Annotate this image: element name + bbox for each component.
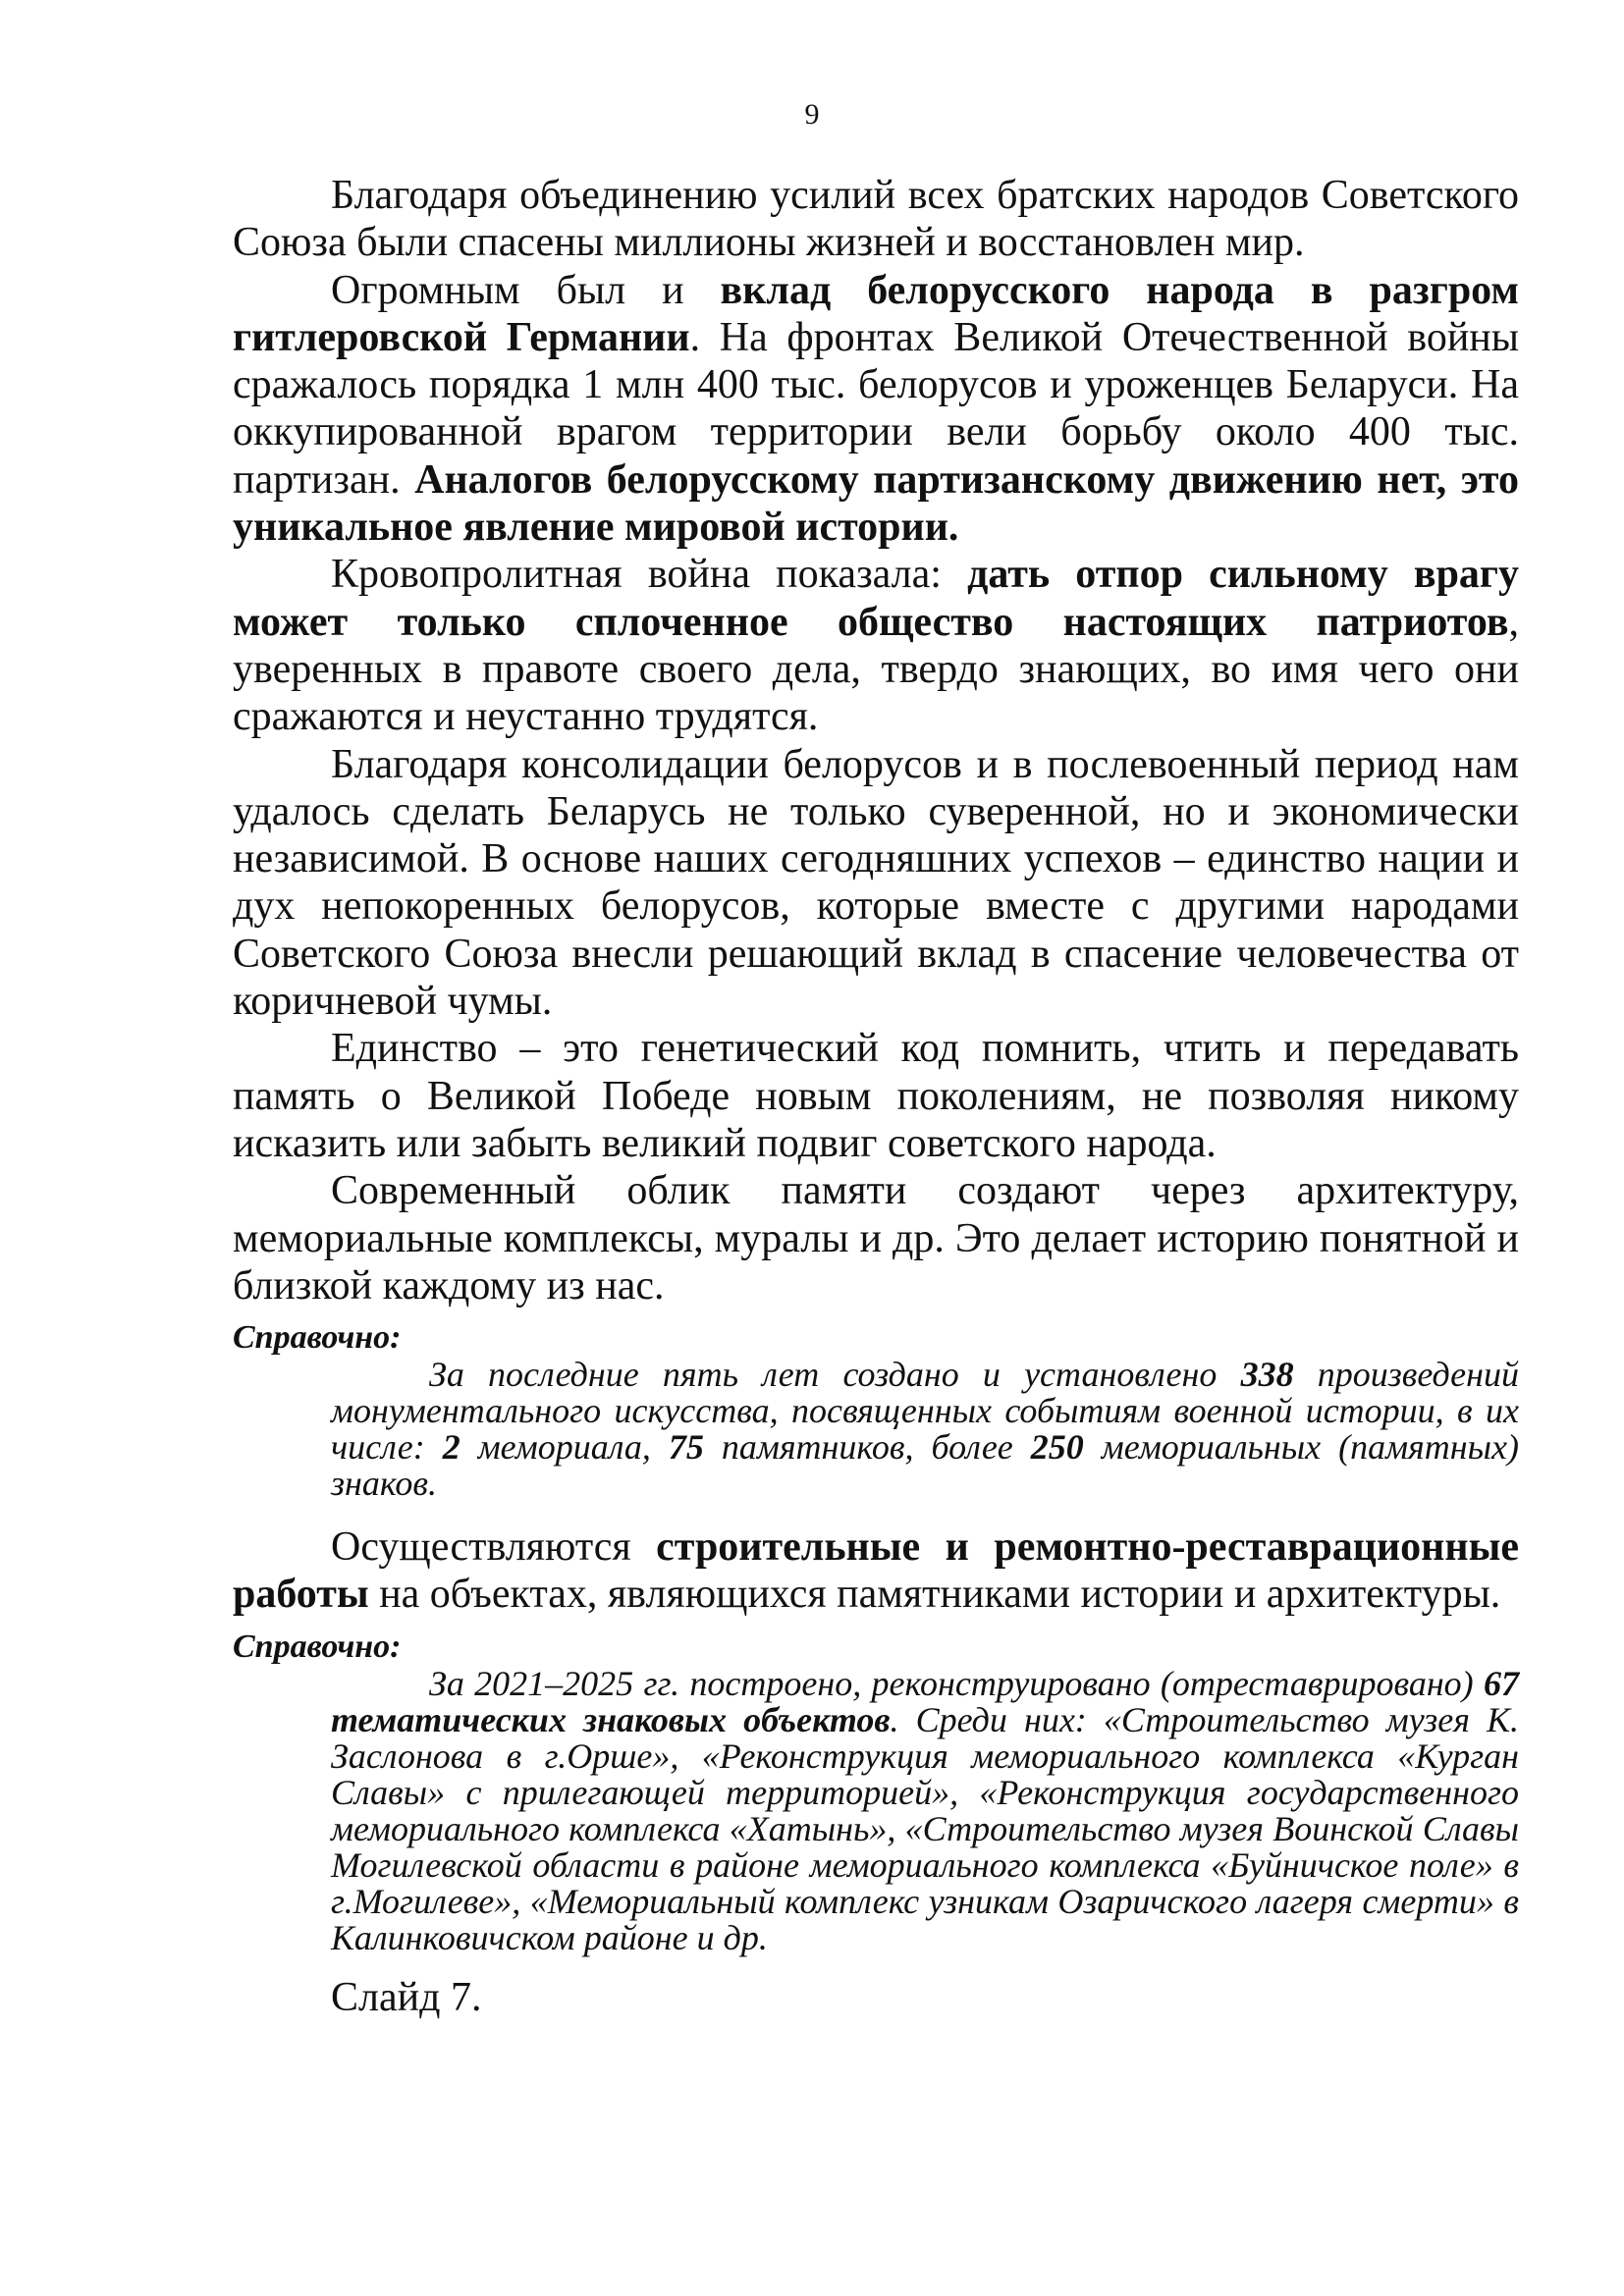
paragraph-unity — [233, 172, 1519, 267]
paragraph-war-lesson — [233, 551, 1519, 740]
paragraph-text: Современный облик памяти создают через архитектуру, мемориальные комплексы, муралы и др. Это делает историю понятной и близкой каждому из нас. — [233, 1168, 1519, 1308]
bold-emphasis: дать отпор сильному врагу может только сплоченное общество настоящих патриотов — [233, 552, 1520, 645]
reference-number: 2 — [442, 1427, 460, 1468]
paragraph-restoration — [233, 1523, 1519, 1619]
reference-text: мемориальных (памятных) знаков. — [331, 1427, 1519, 1504]
paragraph-text: Осуществляются — [331, 1524, 657, 1571]
reference-emphasis: 67 тематических знаковых объектов — [331, 1663, 1519, 1739]
spacer — [233, 1956, 1519, 1974]
bold-emphasis: вклад белорусского народа в разгром гитлеровской Германии — [233, 267, 1519, 360]
reference-text: За последние пять лет создано и установлено — [429, 1355, 1241, 1395]
reference-text: За 2021–2025 гг. построено, реконструировано (отреставрировано) — [429, 1663, 1484, 1703]
reference-block-objects — [331, 1663, 1519, 1957]
paragraph-text: Кровопролитная война показала: — [331, 552, 968, 598]
page-number: 9 — [804, 98, 820, 131]
bold-emphasis: строительные и ремонтно-реставрационные работы — [233, 1524, 1520, 1618]
slide-note — [233, 1974, 1519, 2021]
reference-number: 250 — [1030, 1427, 1084, 1468]
paragraph-consolidation — [233, 741, 1519, 1026]
paragraph-text: , уверенных в правоте своего дела, твердо знающих, во имя чего они сражаются и неустанно трудятся. — [233, 599, 1519, 740]
reference-label: Справочно: — [233, 1628, 402, 1665]
paragraph-text: . На фронтах Великой Отечественной войны сражалось порядка 1 млн 400 тыс. белорусов и уроженцев Беларуси. На оккупированной врагом территории вели борьбу около 400 тыс. партизан. — [233, 314, 1519, 503]
body-text — [233, 172, 1519, 2021]
slide-label: Слайд 7. — [331, 1974, 482, 2020]
reference-text: произведений монументального искусства, посвященных событиям военной истории, в их числе: — [331, 1355, 1519, 1468]
paragraph-text: Благодаря объединению усилий всех братских народов Советского Союза были спасены миллионы жизней и восстановлен мир. — [233, 173, 1519, 266]
reference-text: мемориала, — [460, 1427, 669, 1468]
reference-text: . Среди них: «Строительство музея К. Заслонова в г.Орше», «Реконструкция мемориального комплекса «Курган Славы» с прилегающей территорией», «Реконструкция государственного мемориального комплекса «Хатынь», «Строительство музея Воинской Славы Могилевской области в районе мемориального комплекса «Буйничское поле» в г.Могилеве», «Мемориальный комплекс узникам Озаричского лагеря смерти» в Калинковичском районе и др. — [331, 1699, 1519, 1957]
reference-block-monuments — [331, 1357, 1519, 1502]
bold-emphasis: Аналогов белорусскому партизанскому движению нет, это уникальное явление мировой истории. — [233, 456, 1519, 551]
paragraph-genetic-code — [233, 1025, 1519, 1167]
paragraph-text: на объектах, являющихся памятниками истории и архитектуры. — [368, 1572, 1501, 1618]
reference-text: памятников, более — [703, 1427, 1031, 1468]
paragraph-belarus-contribution — [233, 267, 1519, 552]
paragraph-modern-memory — [233, 1167, 1519, 1309]
paragraph-text: Единство – это генетический код помнить, чтить и передавать память о Великой Победе новым поколениям, не позволяя никому исказить или забыть великий подвиг советского народа. — [233, 1026, 1519, 1166]
reference-label: Справочно: — [233, 1319, 402, 1357]
spacer — [233, 1502, 1519, 1523]
reference-number: 75 — [668, 1427, 704, 1468]
paragraph-text: Благодаря консолидации белорусов и в послевоенный период нам удалось сделать Беларусь не только суверенной, но и экономически независимой. В основе наших сегодняшних успехов – единство нации и дух непокоренных белорусов, которые вместе с другими народами Советского Союза внесли решающий вклад в спасение человечества от коричневой чумы. — [233, 741, 1519, 1025]
paragraph-text: Огромным был и — [331, 267, 721, 313]
reference-number: 338 — [1240, 1355, 1294, 1395]
